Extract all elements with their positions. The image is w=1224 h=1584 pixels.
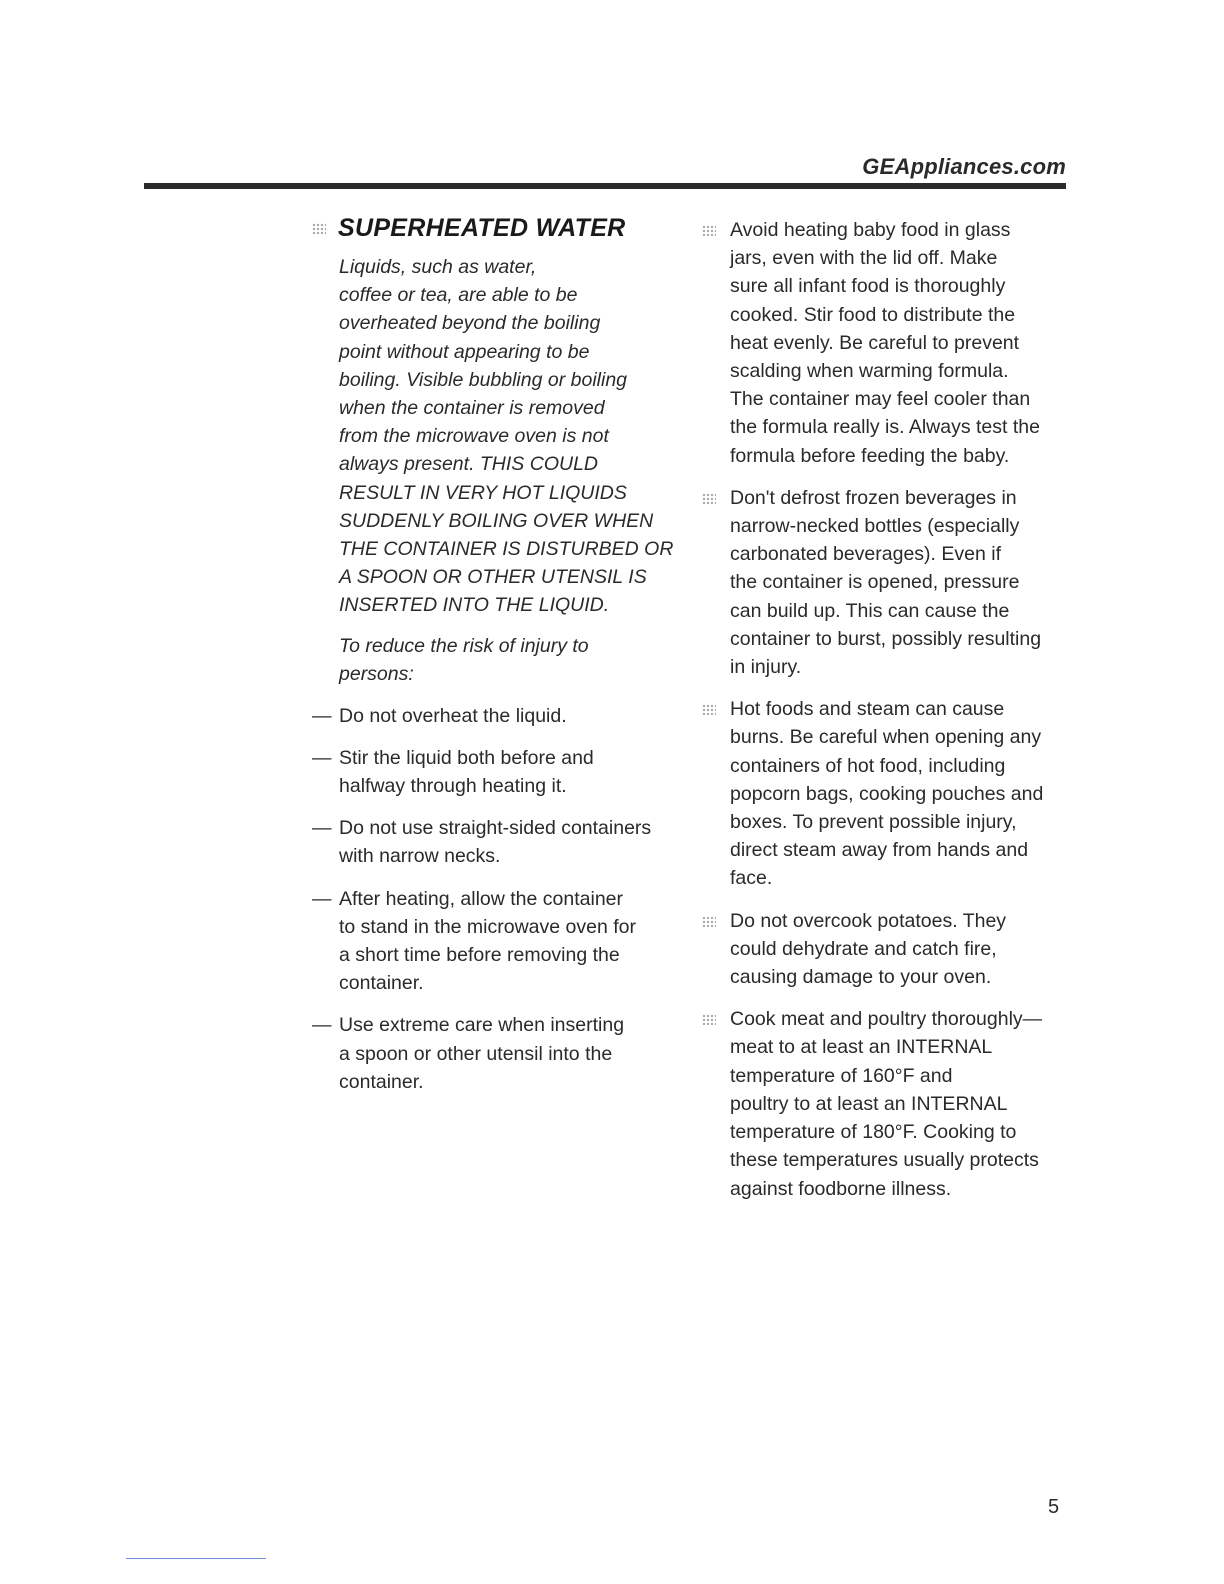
section-title-text: SUPERHEATED WATER xyxy=(338,214,626,242)
list-item-line: container. xyxy=(339,972,424,995)
intro-paragraph xyxy=(339,253,682,620)
list-item-line: container to burst, possibly resulting xyxy=(730,627,1042,650)
list-item-line: Don't defrost frozen beverages in xyxy=(730,486,1017,509)
list-item-line: poultry to at least an INTERNAL xyxy=(730,1092,1008,1115)
list-item xyxy=(702,1005,1074,1202)
list-item-line: boxes. To prevent possible injury, xyxy=(730,811,1017,834)
list-item xyxy=(312,744,682,800)
list-item-line: Use extreme care when inserting xyxy=(339,1014,625,1037)
list-item-line: popcorn bags, cooking pouches and xyxy=(730,782,1044,805)
list-item-line: halfway through heating it. xyxy=(339,775,567,798)
page-number: 5 xyxy=(1048,1496,1060,1518)
list-item-text xyxy=(339,702,567,730)
intro-line: INSERTED INTO THE LIQUID. xyxy=(339,594,610,617)
list-item-line: Cook meat and poultry thoroughly— xyxy=(730,1008,1043,1031)
list-item-line: with narrow necks. xyxy=(339,845,501,868)
list-item-line: a spoon or other utensil into the xyxy=(339,1042,613,1065)
list-item-line: jars, even with the lid off. Make xyxy=(730,247,998,270)
safety-bullet-list xyxy=(702,216,1074,1203)
list-item-line: formula before feeding the baby. xyxy=(730,444,1010,467)
list-item-line: carbonated beverages). Even if xyxy=(730,543,1002,566)
bullet-icon xyxy=(312,223,326,235)
bullet-icon xyxy=(702,704,716,715)
list-item-line: these temperatures usually protects xyxy=(730,1149,1039,1172)
list-item-text xyxy=(339,744,594,800)
list-item-line: After heating, allow the container xyxy=(339,887,624,910)
list-item xyxy=(312,702,682,730)
list-item-line: temperature of 160°F and xyxy=(730,1064,953,1087)
dash-icon: — xyxy=(312,746,332,769)
list-item-text xyxy=(730,484,1041,681)
intro-line: RESULT IN VERY HOT LIQUIDS xyxy=(339,481,627,504)
precaution-list xyxy=(312,702,682,1096)
list-item-line: scalding when warming formula. xyxy=(730,360,1009,383)
list-item-line: sure all infant food is thoroughly xyxy=(730,275,1006,298)
intro-line: when the container is removed xyxy=(339,397,605,420)
header-rule xyxy=(144,183,1066,189)
list-item-line: cooked. Stir food to distribute the xyxy=(730,303,1016,326)
list-item-line: Do not overcook potatoes. They xyxy=(730,909,1007,932)
bullet-icon xyxy=(702,1014,716,1025)
list-item-line: the container is opened, pressure xyxy=(730,571,1020,594)
list-item-line: meat to at least an INTERNAL xyxy=(730,1036,993,1059)
dash-icon: — xyxy=(312,1014,332,1037)
intro-line: SUDDENLY BOILING OVER WHEN xyxy=(339,509,654,532)
list-item-line: temperature of 180°F. Cooking to xyxy=(730,1121,1017,1144)
dash-icon: — xyxy=(312,887,332,910)
list-item xyxy=(312,885,682,998)
list-item-text xyxy=(339,814,651,870)
list-item-line: burns. Be careful when opening any xyxy=(730,726,1042,749)
intro-line: THE CONTAINER IS DISTURBED OR xyxy=(339,538,674,561)
bullet-icon xyxy=(702,225,716,236)
site-url: GEAppliances.com xyxy=(862,154,1066,179)
dash-icon: — xyxy=(312,817,332,840)
list-item-text xyxy=(339,885,636,998)
list-item-line: Do not overheat the liquid. xyxy=(339,704,567,727)
list-item xyxy=(702,907,1074,992)
intro-line: Liquids, such as water, xyxy=(339,256,537,278)
bullet-icon xyxy=(702,916,716,927)
list-item-text xyxy=(339,1011,624,1096)
list-item-text xyxy=(730,907,1006,992)
list-item-line: causing damage to your oven. xyxy=(730,966,992,989)
list-item-text xyxy=(730,216,1040,470)
list-item-line: a short time before removing the xyxy=(339,944,620,967)
intro-line: point without appearing to be xyxy=(339,340,590,363)
intro-line: A SPOON OR OTHER UTENSIL IS xyxy=(339,566,647,589)
bottom-link-underline xyxy=(126,1558,266,1559)
dash-icon: — xyxy=(312,704,332,727)
list-item-line: Avoid heating baby food in glass xyxy=(730,219,1011,241)
list-item-line: could dehydrate and catch fire, xyxy=(730,937,997,960)
bullet-icon xyxy=(702,493,716,504)
list-item-line: face. xyxy=(730,867,773,890)
intro-line: boiling. Visible bubbling or boiling xyxy=(339,368,628,391)
right-column xyxy=(702,216,1074,1217)
list-item-line: containers of hot food, including xyxy=(730,754,1006,777)
reduce-risk-paragraph xyxy=(339,632,682,688)
intro-line: always present. THIS COULD xyxy=(339,453,598,476)
list-item xyxy=(312,1011,682,1096)
reduce-line: persons: xyxy=(339,662,414,685)
list-item-line: to stand in the microwave oven for xyxy=(339,915,636,938)
list-item xyxy=(702,216,1074,470)
list-item-line: Stir the liquid both before and xyxy=(339,746,594,769)
list-item-line: the formula really is. Always test the xyxy=(730,416,1040,439)
list-item-line: Do not use straight-sided containers xyxy=(339,817,652,840)
list-item xyxy=(702,695,1074,892)
section-title xyxy=(312,214,682,243)
list-item-text xyxy=(730,1005,1042,1202)
left-column xyxy=(312,214,682,1110)
list-item-text xyxy=(730,695,1043,892)
list-item-line: can build up. This can cause the xyxy=(730,599,1010,622)
list-item-line: heat evenly. Be careful to prevent xyxy=(730,331,1020,354)
list-item xyxy=(312,814,682,870)
list-item-line: in injury. xyxy=(730,656,802,679)
intro-line: overheated beyond the boiling xyxy=(339,312,601,335)
list-item-line: Hot foods and steam can cause xyxy=(730,698,1005,721)
intro-line: coffee or tea, are able to be xyxy=(339,284,578,307)
list-item-line: direct steam away from hands and xyxy=(730,839,1029,862)
intro-line: from the microwave oven is not xyxy=(339,425,609,448)
list-item-line: narrow-necked bottles (especially xyxy=(730,515,1020,538)
reduce-line: To reduce the risk of injury to xyxy=(339,634,589,657)
list-item xyxy=(702,484,1074,681)
list-item-line: against foodborne illness. xyxy=(730,1177,952,1200)
list-item-line: The container may feel cooler than xyxy=(730,388,1031,411)
list-item-line: container. xyxy=(339,1070,424,1093)
